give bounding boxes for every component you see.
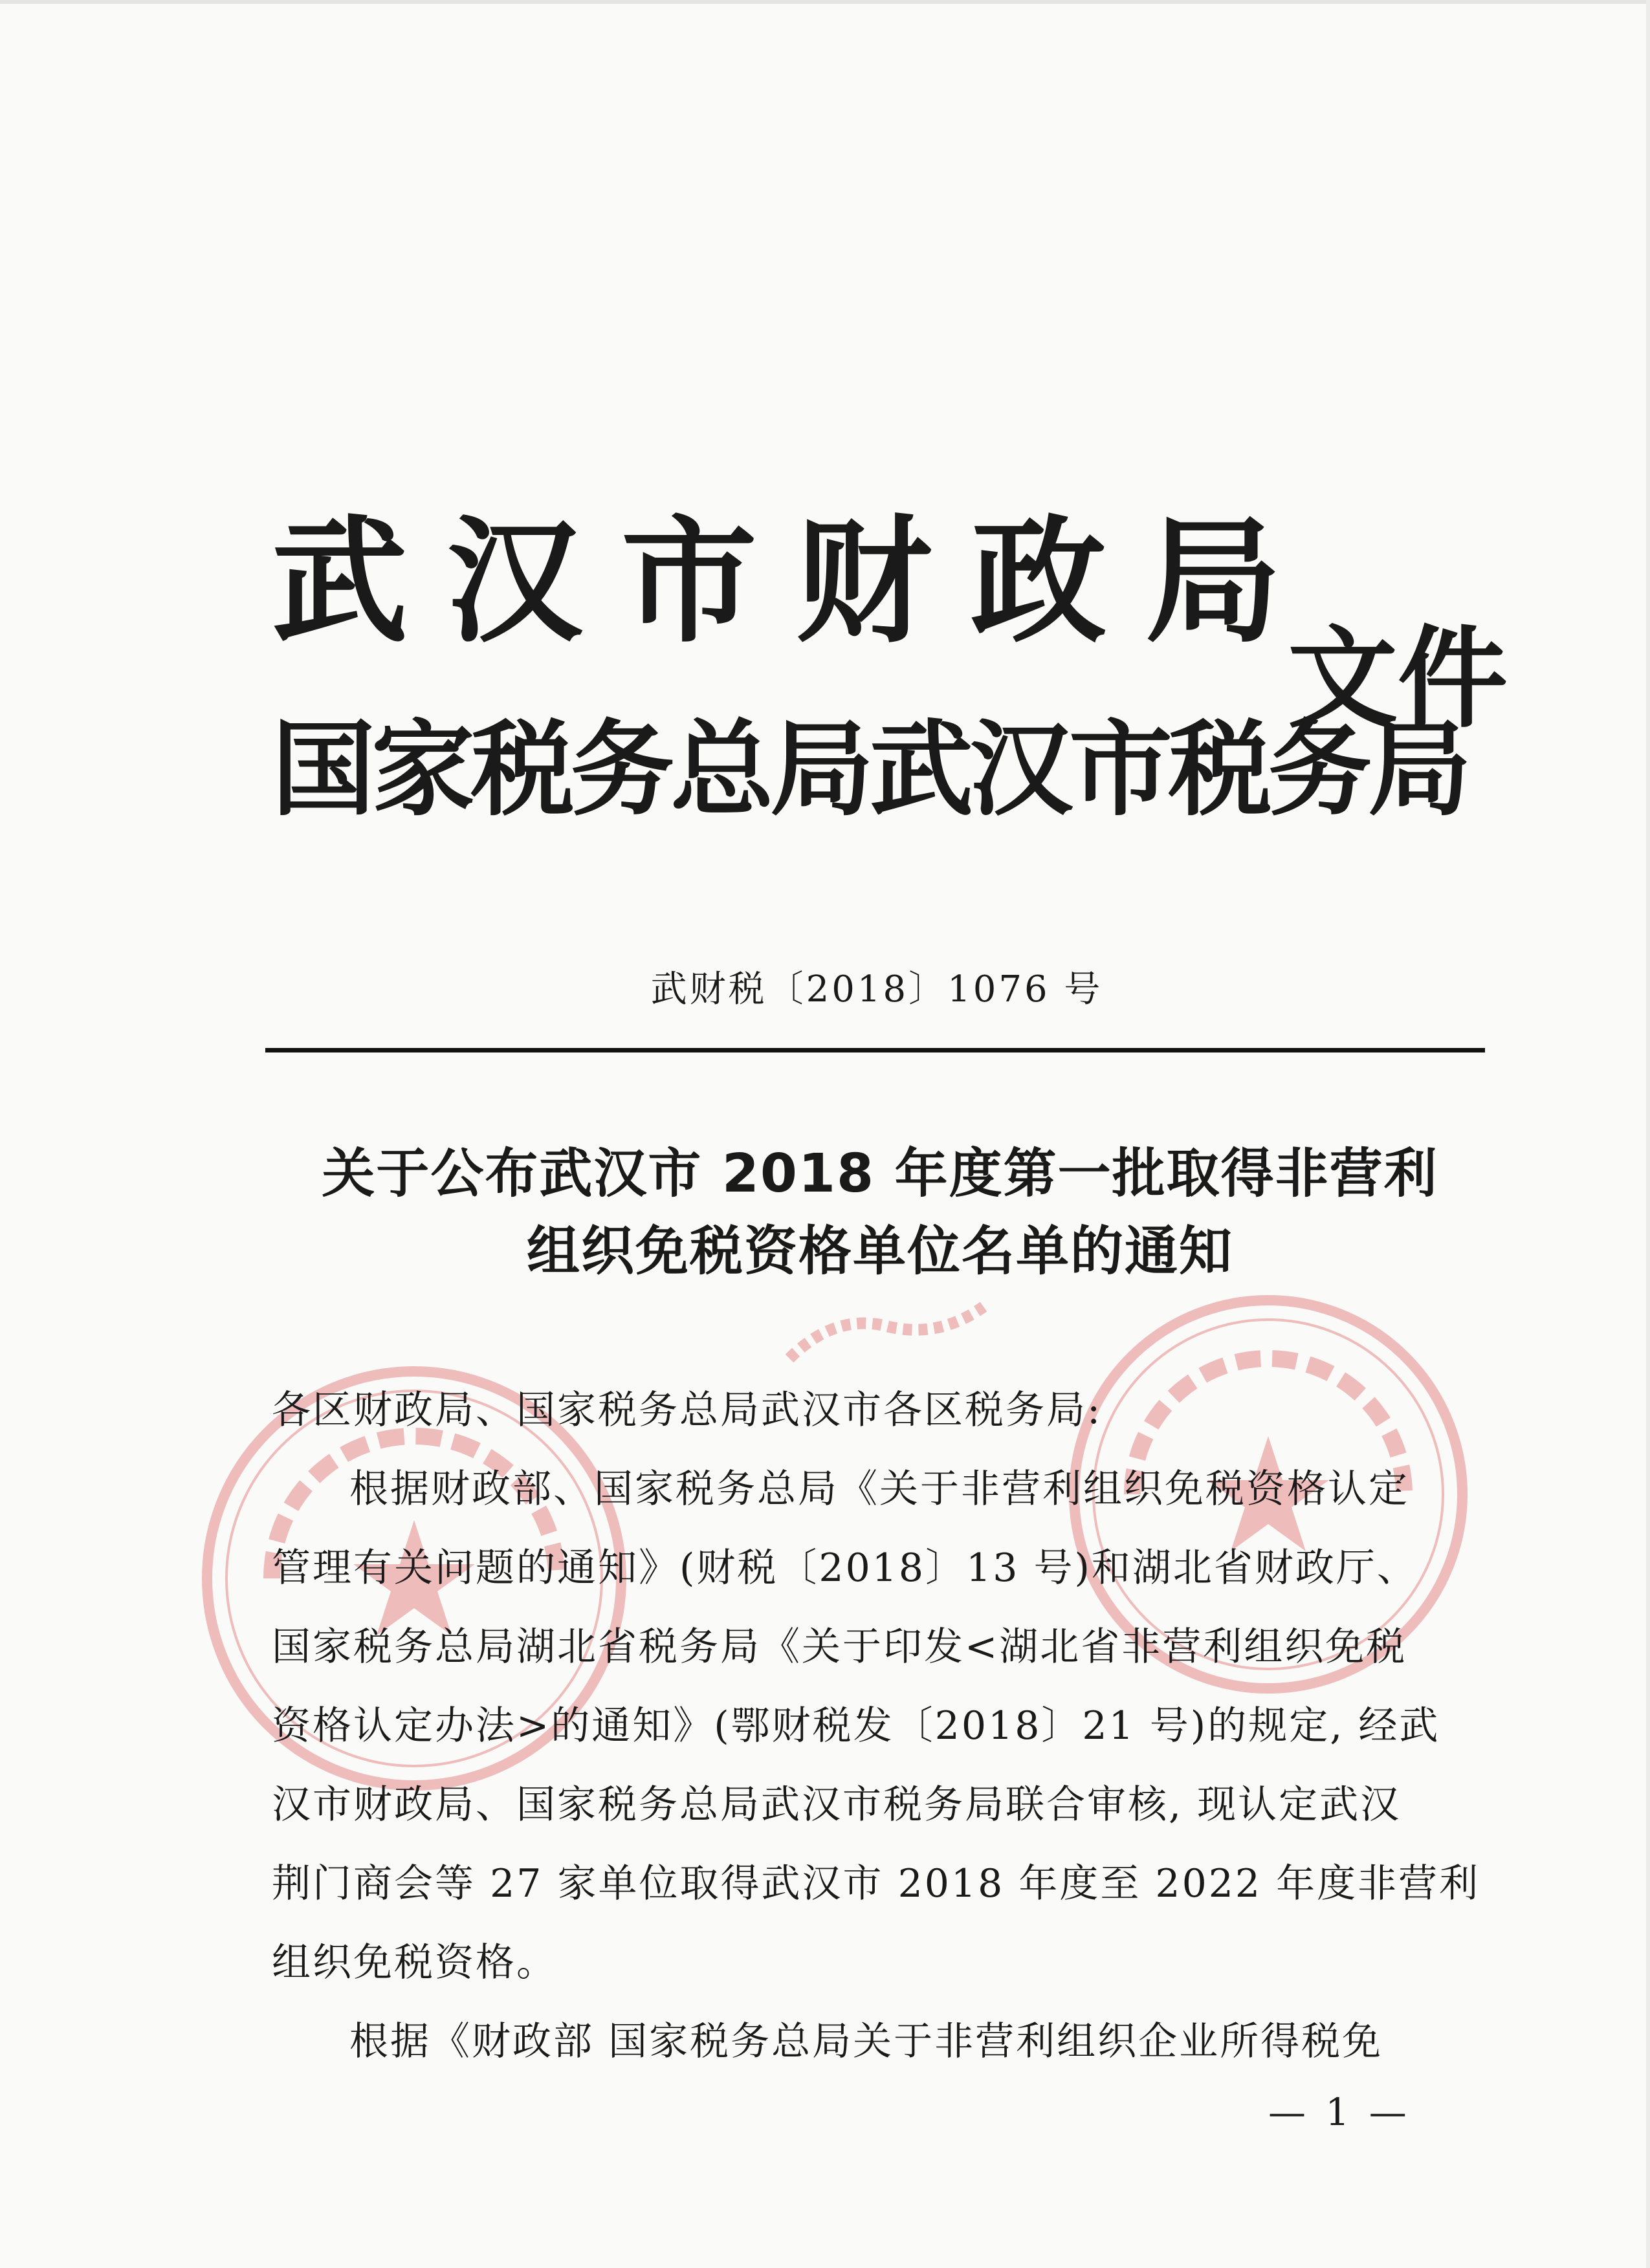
salutation: 各区财政局、国家税务总局武汉市各区税务局:: [272, 1388, 1103, 1433]
scan-edge-top: [0, 0, 1650, 4]
paragraph-line: 资格认定办法>的通知》(鄂财税发〔2018〕21 号)的规定, 经武: [272, 1703, 1440, 1749]
document-title-line: 组织免税资格单位名单的通知: [526, 1221, 1233, 1282]
paragraph-line: 管理有关问题的通知》(财税〔2018〕13 号)和湖北省财政厅、: [272, 1545, 1418, 1591]
page-number: — 1 —: [1268, 2090, 1411, 2134]
issuer-name-tax-bureau: 国家税务总局武汉市税务局: [272, 709, 1468, 830]
document-title-line: 关于公布武汉市 2018 年度第一批取得非营利: [322, 1143, 1438, 1205]
paragraph-line: 组织免税资格。: [272, 1940, 557, 1985]
issuer-name-finance-bureau: [272, 498, 1281, 666]
issuer-char: 武: [272, 503, 408, 661]
seal-smudge: [776, 1287, 996, 1378]
issuer-char: 财: [795, 503, 932, 661]
issuer-char: 政: [970, 503, 1106, 661]
header-divider: [265, 1048, 1485, 1052]
issuer-char: 局: [1145, 503, 1281, 661]
paragraph-line: 汉市财政局、国家税务总局武汉市税务局联合审核, 现认定武汉: [272, 1782, 1402, 1827]
document-type-label: 文件: [1288, 615, 1508, 743]
document-number: 武财税〔2018〕1076 号: [650, 968, 1103, 1010]
issuer-char: 市: [621, 503, 757, 661]
paragraph-line: 荆门商会等 27 家单位取得武汉市 2018 年度至 2022 年度非营利: [272, 1861, 1480, 1906]
paragraph-line: 国家税务总局湖北省税务局《关于印发<湖北省非营利组织免税: [272, 1624, 1407, 1670]
paragraph-line: 根据财政部、国家税务总局《关于非营利组织免税资格认定: [349, 1467, 1409, 1512]
issuer-char: 汉: [446, 503, 582, 661]
scan-edge-right: [1646, 0, 1650, 2268]
paragraph-line: 根据《财政部 国家税务总局关于非营利组织企业所得税免: [349, 2019, 1383, 2064]
